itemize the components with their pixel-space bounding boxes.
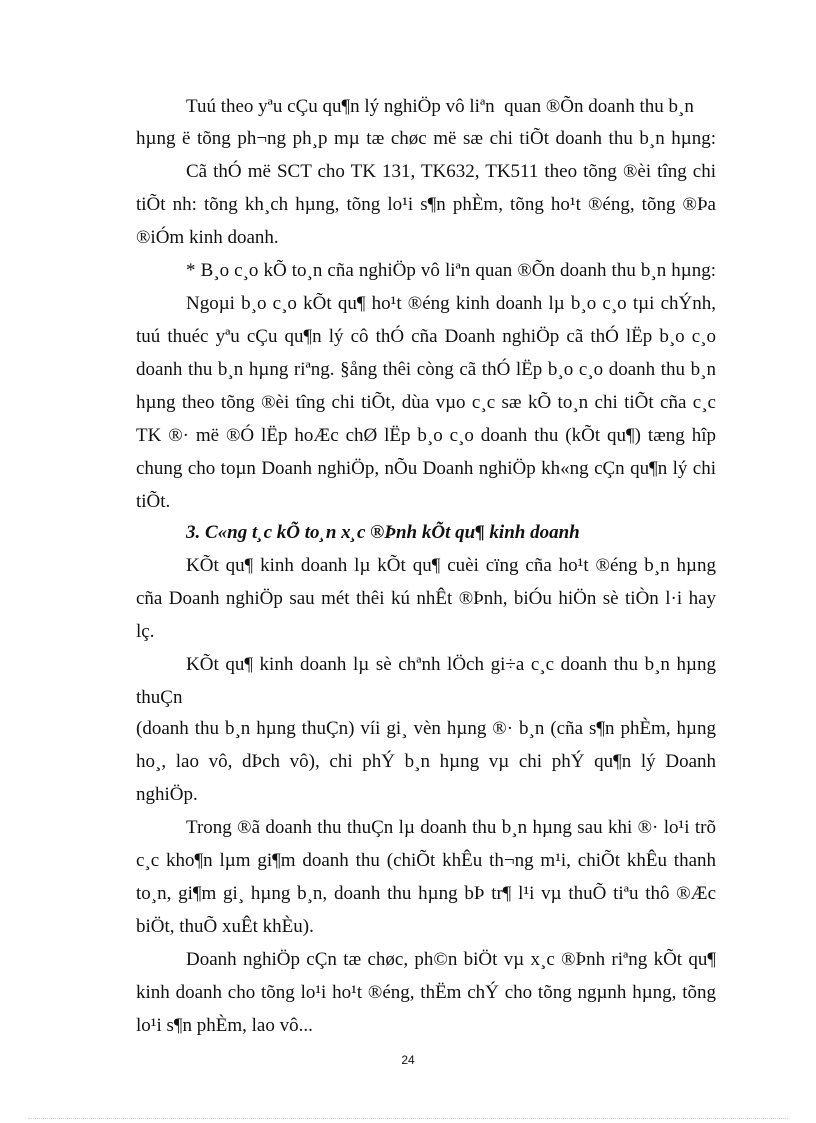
text-line-24: c¸c kho¶n lµm gi¶m doanh thu (chiÕt khÊu th¬ng m¹i, chiÕt khÊu thanh [136,850,716,871]
text-line-27: Doanh nghiÖp cÇn tæ chøc, ph©n biÖt vµ x¸c ®Þnh riªng kÕt qu¶ [186,949,716,970]
text-line-7: Ngoµi b¸o c¸o kÕt qu¶ ho¹t ®éng kinh doanh lµ b¸o c¸o tµi chÝnh, [186,293,716,314]
text-line-3: Cã thÓ më SCT cho TK 131, TK632, TK511 theo tõng ®èi tîng chi [186,161,716,182]
text-line-2: hµng ë tõng ph¬ng ph¸p mµ tæ chøc më sæ chi tiÕt doanh thu b¸n hµng: [136,128,716,149]
section-heading: 3. C«ng t¸c kÕ to¸n x¸c ®Þnh kÕt qu¶ kinh doanh [186,522,580,543]
text-line-5: ®iÓm kinh doanh. [136,227,279,248]
text-line-21: ho¸, lao vô, dÞch vô), chi phÝ b¸n hµng vµ chi phÝ qu¶n lý Doanh [136,751,716,772]
text-line-29: lo¹i s¶n phÈm, lao vô... [136,1015,313,1036]
text-line-18: KÕt qu¶ kinh doanh lµ sè chªnh lÖch gi÷a c¸c doanh thu b¸n hµng [186,654,716,675]
text-line-15: KÕt qu¶ kinh doanh lµ kÕt qu¶ cuèi cïng cña ho¹t ®éng b¸n hµng [186,555,716,576]
text-line-6: * B¸o c¸o kÕ to¸n cña nghiÖp vô liªn quan ®Õn doanh thu b¸n hµng: [186,260,716,281]
text-line-20: (doanh thu b¸n hµng thuÇn) víi gi¸ vèn hµng ®· b¸n (cña s¶n phÈm, hµng [136,718,716,739]
page-number: 24 [401,1053,415,1067]
page-bottom-divider [28,1118,788,1119]
text-line-17: lç. [136,621,155,642]
text-line-10: hµng theo tõng ®èi tîng chi tiÕt, dùa vµo c¸c sæ kÕ to¸n chi tiÕt cña c¸c [136,392,716,413]
text-line-12: chung cho toµn Doanh nghiÖp, nÕu Doanh nghiÖp kh«ng cÇn qu¶n lý chi [136,458,716,479]
text-line-1: Tuú theo yªu cÇu qu¶n lý nghiÖp vô liªn quan ®Õn doanh thu b¸n [186,96,694,117]
text-line-25: to¸n, gi¶m gi¸ hµng b¸n, doanh thu hµng bÞ tr¶ l¹i vµ thuÕ tiªu thô ®Æc [136,883,716,904]
text-line-26: biÖt, thuÕ xuÊt khÈu). [136,916,314,937]
text-line-9: doanh thu b¸n hµng riªng. §ång thêi còng cã thÓ lËp b¸o c¸o doanh thu b¸n [136,359,716,380]
text-line-11: TK ®· më ®Ó lËp hoÆc chØ lËp b¸o c¸o doanh thu (kÕt qu¶) tæng hîp [136,425,716,446]
text-line-28: kinh doanh cho tõng lo¹i ho¹t ®éng, thËm chÝ cho tõng ngµnh hµng, tõng [136,982,716,1003]
text-line-4: tiÕt nh: tõng kh¸ch hµng, tõng lo¹i s¶n phÈm, tõng ho¹t ®éng, tõng ®Þa [136,194,716,215]
text-line-22: nghiÖp. [136,784,198,805]
text-line-8: tuú thuéc yªu cÇu qu¶n lý cô thÓ cña Doanh nghiÖp cã thÓ lËp b¸o c¸o [136,326,716,347]
text-line-19: thuÇn [136,687,183,708]
text-line-13: tiÕt. [136,491,171,512]
text-line-16: cña Doanh nghiÖp sau mét thêi kú nhÊt ®Þnh, biÓu hiÖn sè tiÒn l·i hay [136,588,716,609]
text-line-23: Trong ®ã doanh thu thuÇn lµ doanh thu b¸n hµng sau khi ®· lo¹i trõ [186,817,716,838]
